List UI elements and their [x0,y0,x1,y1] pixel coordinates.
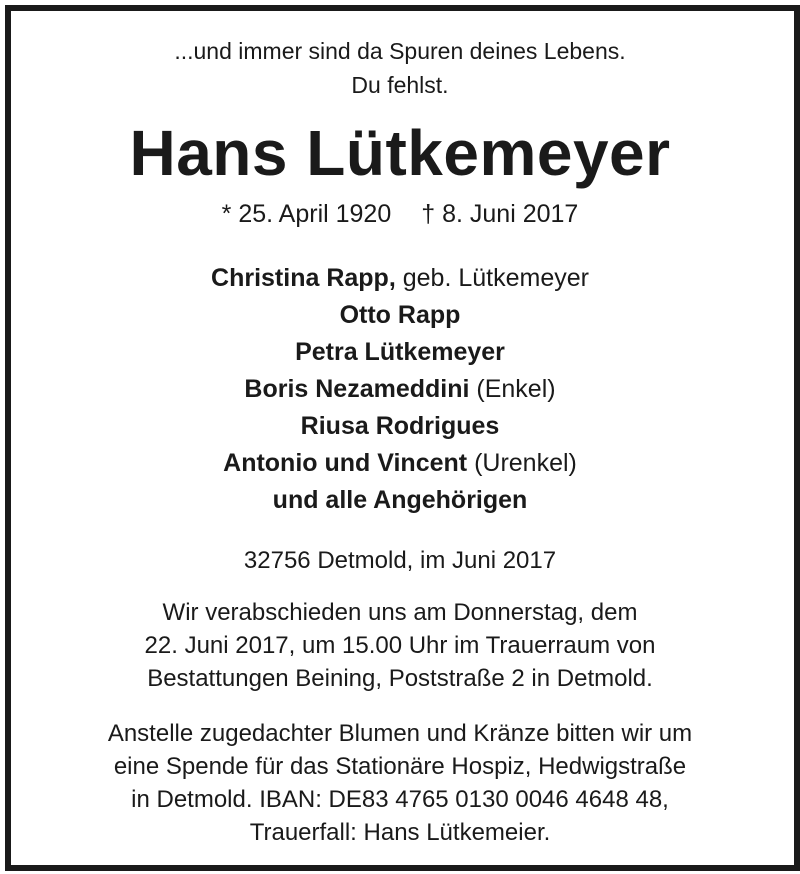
mourner-name: Antonio und Vincent [223,449,468,477]
donation-text-line: Trauerfall: Hans Lütkemeier. [249,819,551,846]
mourner-note: (Enkel) [476,375,556,403]
funeral-text-line: Wir verabschieden uns am Donnerstag, dem [162,599,638,626]
place-date: 32756 Detmold, im Juni 2017 [243,547,557,574]
mourner-name: und alle Angehörigen [272,486,528,514]
mourner-note: geb. Lütkemeyer [402,264,589,292]
mourner-line [0,412,800,441]
mourner-line [0,264,800,293]
motto-line-1: ...und immer sind da Spuren deines Lebens. [174,38,626,64]
mourner-line [0,449,800,478]
donation-text-line: in Detmold. IBAN: DE83 4765 0130 0046 4648 48, [131,786,669,813]
mourner-line [0,375,800,404]
motto-line-2: Du fehlst. [351,72,449,98]
funeral-text-line: Bestattungen Beining, Poststraße 2 in Detmold. [147,665,653,692]
mourner-line [0,338,800,367]
mourner-name: Boris Nezameddini [244,375,470,403]
deceased-name: Hans Lütkemeyer [129,117,671,189]
mourner-line [0,486,800,515]
life-dates [0,200,800,229]
mourner-name: Otto Rapp [339,301,461,329]
death-date: † 8. Juni 2017 [421,200,579,228]
funeral-text-line: 22. Juni 2017, um 15.00 Uhr im Trauerraum von [144,632,656,659]
mourner-name: Petra Lütkemeyer [295,338,505,366]
mourner-note: (Urenkel) [474,449,577,477]
mourner-name: Christina Rapp, [211,264,396,292]
mourner-line [0,301,800,330]
donation-text-line: Anstelle zugedachter Blumen und Kränze bitten wir um [107,720,693,747]
donation-text-line: eine Spende für das Stationäre Hospiz, Hedwigstraße [113,753,687,780]
birth-date: * 25. April 1920 [221,200,392,228]
mourner-name: Riusa Rodrigues [300,412,500,440]
